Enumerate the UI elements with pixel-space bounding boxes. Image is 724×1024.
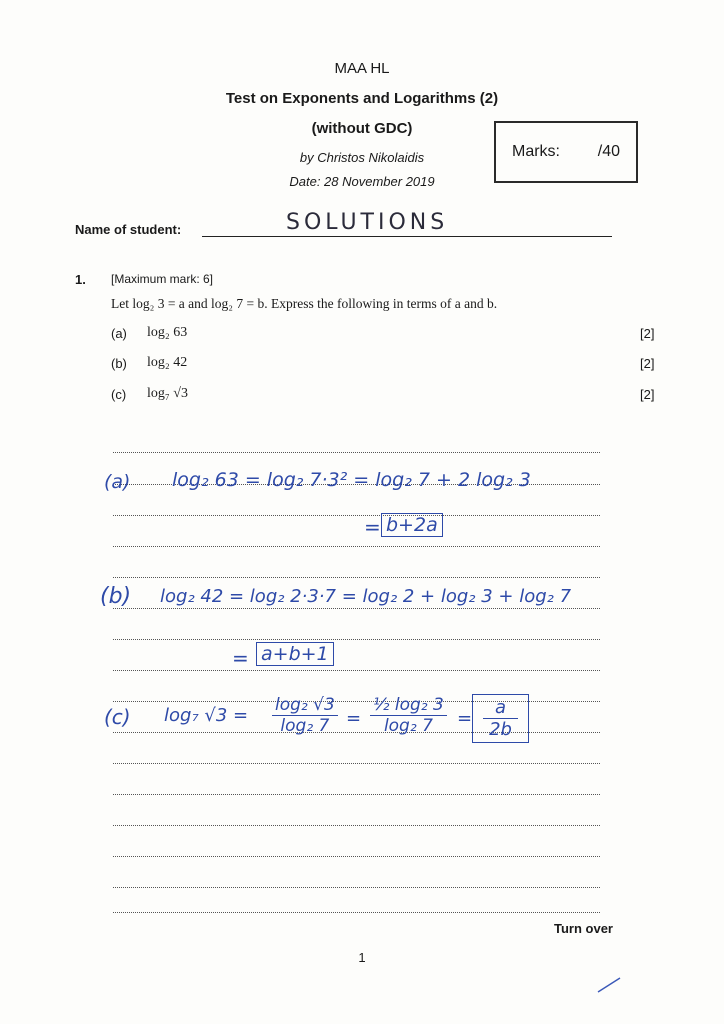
part-b-label: (b) bbox=[111, 356, 127, 371]
pen-mark-icon bbox=[596, 976, 622, 994]
solution-c-fraction-1-numerator: log₂ √3 bbox=[272, 695, 338, 716]
author: by Christos Nikolaidis bbox=[299, 150, 425, 165]
part-b-mark: [2] bbox=[640, 356, 655, 371]
student-name-label: Name of student: bbox=[75, 222, 182, 237]
part-c-label: (c) bbox=[111, 387, 127, 402]
marks-label: Marks: bbox=[512, 143, 560, 160]
answer-line bbox=[113, 546, 600, 547]
test-title: Test on Exponents and Logarithms (2) bbox=[225, 90, 499, 107]
solution-c-fraction-2-denominator: log₂ 7 bbox=[383, 716, 433, 736]
answer-line bbox=[113, 763, 600, 764]
student-name-value: SOLUTIONS bbox=[286, 210, 449, 235]
solution-c-fraction-1-denominator: log₂ 7 bbox=[280, 716, 330, 736]
solution-c-equals-2: = bbox=[457, 708, 473, 729]
student-name-line bbox=[202, 236, 612, 237]
part-c-mark: [2] bbox=[640, 387, 655, 402]
part-a-mark: [2] bbox=[640, 326, 655, 341]
answer-line bbox=[113, 912, 600, 913]
answer-line bbox=[113, 515, 600, 516]
solution-a-label: (a) bbox=[104, 471, 131, 493]
part-b-expr: log₂ 42 bbox=[147, 355, 188, 370]
answer-line bbox=[113, 608, 600, 609]
solution-c-label: (c) bbox=[104, 705, 131, 729]
part-c-expr: log₇ √3 bbox=[147, 386, 188, 401]
solution-a-working: log₂ 63 = log₂ 7·3² = log₂ 7 + 2 log₂ 3 bbox=[172, 469, 531, 491]
answer-line bbox=[113, 452, 600, 453]
part-a-expr: log₂ 63 bbox=[147, 325, 188, 340]
solution-c-equals-1: = bbox=[346, 708, 362, 729]
answer-line bbox=[113, 670, 600, 671]
answer-line bbox=[113, 794, 600, 795]
solution-c-fraction-2 bbox=[370, 695, 447, 736]
solution-b-answer: a+b+1 bbox=[256, 642, 334, 666]
marks-total: /40 bbox=[597, 143, 620, 160]
solution-a-equals: = bbox=[364, 515, 381, 539]
solution-c-answer-numerator: a bbox=[483, 697, 518, 719]
solution-a-answer: b+2a bbox=[381, 513, 443, 537]
solution-b-working: log₂ 42 = log₂ 2·3·7 = log₂ 2 + log₂ 3 + log₂ 7 bbox=[160, 586, 572, 607]
test-date: Date: 28 November 2019 bbox=[289, 174, 435, 189]
answer-line bbox=[113, 577, 600, 578]
solution-c-fraction-2-numerator: ½ log₂ 3 bbox=[370, 695, 447, 716]
turn-over: Turn over bbox=[554, 921, 613, 936]
part-a-label: (a) bbox=[111, 326, 127, 341]
page-number: 1 bbox=[358, 950, 366, 965]
solution-b-label: (b) bbox=[100, 584, 132, 609]
course-name: MAA HL bbox=[334, 60, 390, 77]
solution-c-answer-denominator: 2b bbox=[489, 719, 512, 740]
solution-c-answer bbox=[472, 694, 529, 743]
solution-b-equals: = bbox=[232, 646, 249, 670]
test-subtitle: (without GDC) bbox=[311, 120, 413, 137]
solution-c-lhs: log₇ √3 = bbox=[164, 705, 249, 726]
answer-line bbox=[113, 639, 600, 640]
answer-line bbox=[113, 856, 600, 857]
answer-line bbox=[113, 887, 600, 888]
answer-line bbox=[113, 825, 600, 826]
question-stem: Let log₂ 3 = a and log₂ 7 = b. Express the following in terms of a and b. bbox=[111, 296, 498, 311]
question-number: 1. bbox=[75, 272, 86, 287]
marks-box bbox=[494, 121, 638, 183]
question-max-mark: [Maximum mark: 6] bbox=[111, 272, 214, 286]
solution-c-fraction-1 bbox=[272, 695, 338, 736]
